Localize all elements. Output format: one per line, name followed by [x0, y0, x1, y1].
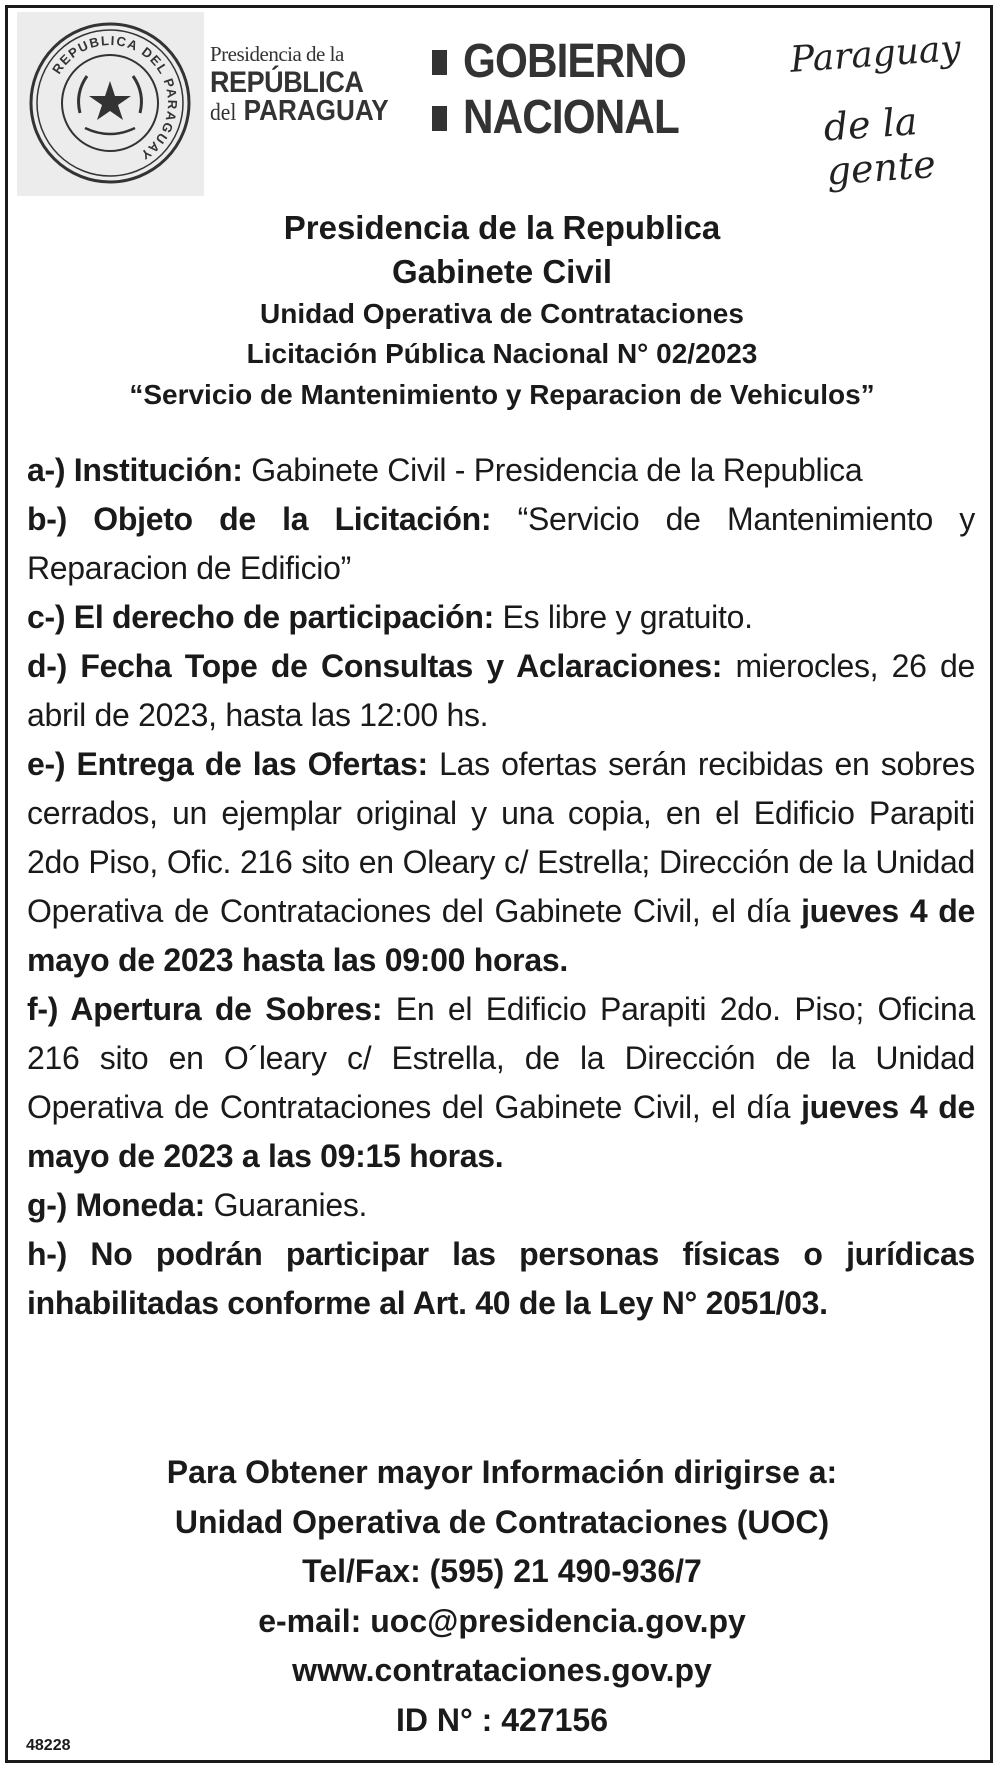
item-a-label: a-) Institución: — [27, 452, 243, 488]
item-f — [27, 985, 975, 1181]
presidencia-logo-line1: Presidencia de la — [210, 42, 344, 66]
item-a — [27, 446, 975, 495]
item-h-label: h-) No podrán participar las personas físicas o jurídicas inhabilitadas conforme al Art. 40 de la Ley N° 2051/03. — [27, 1236, 975, 1321]
item-d — [27, 642, 975, 740]
square-bullet-icon — [432, 50, 447, 75]
item-b-label: b-) Objeto de la Licitación: — [27, 501, 492, 537]
item-f-opening-date: jueves 4 de mayo de 2023 a las 09:15 horas. — [27, 1089, 975, 1174]
gobierno-logo-line2: NACIONAL — [463, 91, 679, 144]
gobierno-logo-line1: GOBIERNO — [463, 35, 686, 88]
title-gabinete: Gabinete Civil — [391, 253, 613, 290]
item-e-deadline: jueves 4 de mayo de 2023 hasta las 09:00 horas. — [27, 893, 975, 978]
item-c-label: c-) El derecho de participación: — [27, 599, 494, 635]
presidencia-logo-line3 — [210, 97, 389, 126]
item-f-text: En el Edificio Parapiti 2do. Piso; Oficina 216 sito en O´leary c/ Estrella, de la Dirección de la Unidad Operativa de Contrataciones del Gabinete Civil, el día — [27, 991, 975, 1125]
contact-intro: Para Obtener mayor Información dirigirse a: — [166, 1454, 838, 1490]
item-e-text: Las ofertas serán recibidas en sobres cerrados, un ejemplar original y una copia, en el Edificio Parapiti 2do Piso, Ofic. 216 sito en Oleary c/ Estrella; Dirección de la Unidad Operativa de Contrataciones del Gabinete Civil, el día — [27, 746, 975, 929]
presidencia-logo-line2: REPÚBLICA — [210, 66, 364, 99]
contact-block — [10, 1448, 994, 1745]
item-c — [27, 593, 975, 642]
title-institution: Presidencia de la Republica — [283, 209, 721, 246]
presidencia-logo — [210, 44, 409, 126]
item-f-label: f-) Apertura de Sobres: — [27, 991, 383, 1027]
square-bullet-icon — [432, 106, 447, 131]
item-c-text: Es libre y gratuito. — [493, 599, 753, 635]
title-unit: Unidad Operativa de Contrataciones — [260, 298, 744, 329]
paraguay-de-la-gente-logo — [785, 22, 985, 194]
item-b — [27, 495, 975, 593]
star-seal-icon — [25, 18, 195, 188]
seal-ring-text: REPUBLICA DEL PARAGUAY — [49, 32, 181, 164]
notice-body — [27, 446, 975, 1328]
item-g — [27, 1181, 975, 1230]
item-g-text: Guaranies. — [205, 1187, 368, 1223]
title-block — [10, 205, 994, 416]
contact-email: e-mail: uoc@presidencia.gov.py — [258, 1602, 746, 1639]
slogan-line1: Paraguay — [788, 28, 963, 81]
gobierno-nacional-logo — [432, 34, 716, 146]
contact-phone: Tel/Fax: (595) 21 490-936/7 — [302, 1553, 702, 1589]
seal-logo — [17, 12, 204, 196]
contact-website: www.contrataciones.gov.py — [292, 1652, 712, 1688]
item-d-text: mierocles, 26 de abril de 2023, hasta las 12:00 hs. — [27, 648, 975, 733]
item-e-label: e-) Entrega de las Ofertas: — [27, 746, 428, 782]
slogan-line2: de la gente — [822, 99, 938, 194]
title-tender-number: Licitación Pública Nacional N° 02/2023 — [246, 338, 758, 369]
item-b-text: “Servicio de Mantenimiento y Reparacion de Edificio” — [27, 501, 975, 586]
item-e — [27, 740, 975, 985]
contact-id: ID N° : 427156 — [395, 1701, 608, 1738]
presidencia-logo-paraguay: PARAGUAY — [243, 95, 389, 127]
item-d-label: d-) Fecha Tope de Consultas y Aclaraciones: — [27, 648, 723, 684]
ad-code: 48228 — [26, 1737, 71, 1754]
item-g-label: g-) Moneda: — [27, 1187, 205, 1223]
item-h — [27, 1230, 975, 1328]
item-a-text: Gabinete Civil - Presidencia de la Republica — [242, 452, 863, 488]
presidencia-logo-del: del — [210, 100, 237, 126]
contact-unit: Unidad Operativa de Contrataciones (UOC) — [174, 1503, 830, 1540]
title-service: “Servicio de Mantenimiento y Reparacion de Vehiculos” — [129, 379, 875, 410]
